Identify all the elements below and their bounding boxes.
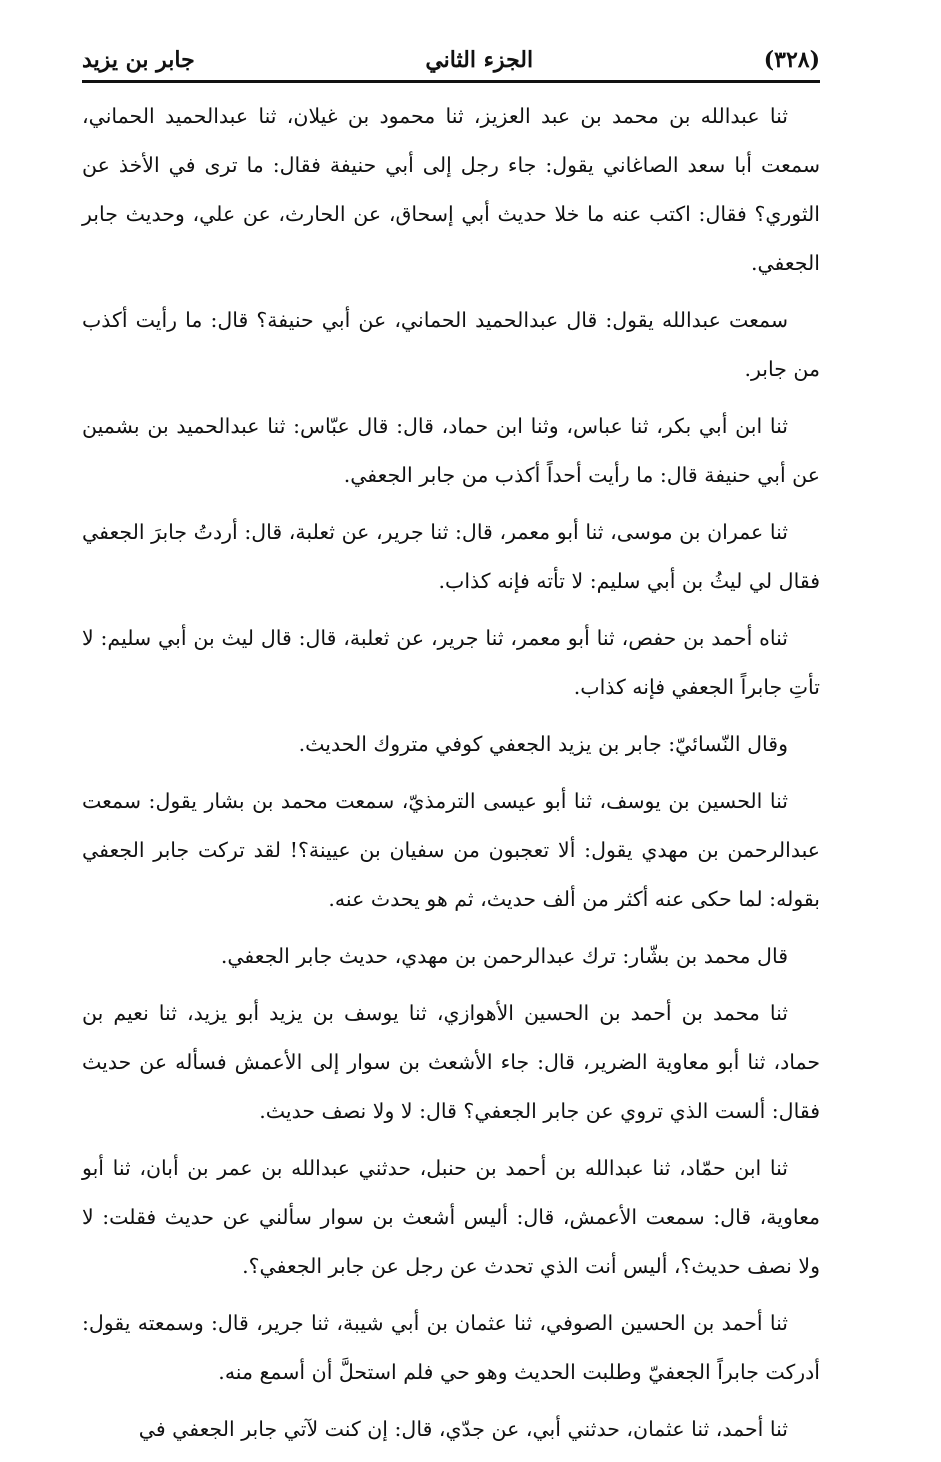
entry-name: جابر بن يزيد xyxy=(82,47,195,73)
paragraph: وقال النّسائيّ: جابر بن يزيد الجعفي كوفي متروك الحديث. xyxy=(298,732,788,756)
page-header xyxy=(82,38,820,74)
paragraph: ثنا محمد بن أحمد بن الحسين الأهوازي، ثنا يوسف بن يزيد أبو يزيد، ثنا نعيم بن حماد، ثنا أبو معاوية الضرير، قال: جاء الأشعث بن سوار إلى الأعمش فسأله عن حديث فقال: ألست الذي تروي عن جابر الجعفي؟ قال: لا ولا نصف حديث. xyxy=(82,1001,820,1123)
paragraph: ثنا أحمد، ثنا عثمان، حدثني أبي، عن جدّي، قال: إن كنت لآتي جابر الجعفي في xyxy=(138,1417,788,1441)
paragraph: قال محمد بن بشّار: ترك عبدالرحمن بن مهدي، حديث جابر الجعفي. xyxy=(220,944,788,968)
paragraph: ثنا أحمد بن الحسين الصوفي، ثنا عثمان بن أبي شيبة، ثنا جرير، قال: وسمعته يقول: أدركت جابراً الجعفيّ وطلبت الحديث وهو حي فلم استحلَّ أن أسمع منه. xyxy=(82,1311,820,1384)
paragraph: سمعت عبدالله يقول: قال عبدالحميد الحماني، عن أبي حنيفة؟ قال: ما رأيت أكذب من جابر. xyxy=(82,308,820,381)
volume-title: الجزء الثاني xyxy=(425,47,534,73)
paragraph: ثنا ابن حمّاد، ثنا عبدالله بن أحمد بن حنبل، حدثني عبدالله بن عمر بن أبان، ثنا أبو معاوية، قال: سمعت الأعمش، قال: أليس أشعث بن سوار سألني عن حديث فقلت: لا ولا نصف حديث؟، أليس أنت الذي تحدث عن رجل عن جابر الجعفي؟. xyxy=(82,1156,820,1278)
paragraph: ثناه أحمد بن حفص، ثنا أبو معمر، ثنا جرير، عن ثعلبة، قال: قال ليث بن أبي سليم: لا تأتِ جابراً الجعفي فإنه كذاب. xyxy=(82,626,820,699)
page-number: (٣٢٨) xyxy=(763,47,820,73)
paragraph: ثنا ابن أبي بكر، ثنا عباس، وثنا ابن حماد، قال: قال عبّاس: ثنا عبدالحميد بن بشمين عن أبي حنيفة قال: ما رأيت أحداً أكذب من جابر الجعفي. xyxy=(82,414,820,487)
header-rule xyxy=(82,80,820,83)
page-body xyxy=(82,92,820,1462)
paragraph: ثنا عمران بن موسى، ثنا أبو معمر، قال: ثنا جرير، عن ثعلبة، قال: أردتُ جابرَ الجعفي فقال لي ليثُ بن أبي سليم: لا تأته فإنه كذاب. xyxy=(82,520,820,593)
paragraph: ثنا الحسين بن يوسف، ثنا أبو عيسى الترمذيّ، سمعت محمد بن بشار يقول: سمعت عبدالرحمن بن مهدي يقول: ألا تعجبون من سفيان بن عيينة؟! لقد تركت جابر الجعفي بقوله: لما حكى عنه أكثر من ألف حديث، ثم هو يحدث عنه. xyxy=(82,789,820,911)
paragraph: ثنا عبدالله بن محمد بن عبد العزيز، ثنا محمود بن غيلان، ثنا عبدالحميد الحماني، سمعت أبا سعد الصاغاني يقول: جاء رجل إلى أبي حنيفة فقال: ما ترى في الأخذ عن الثوري؟ فقال: اكتب عنه ما خلا حديث أبي إسحاق، عن الحارث، عن علي، وحديث جابر الجعفي. xyxy=(82,104,820,275)
